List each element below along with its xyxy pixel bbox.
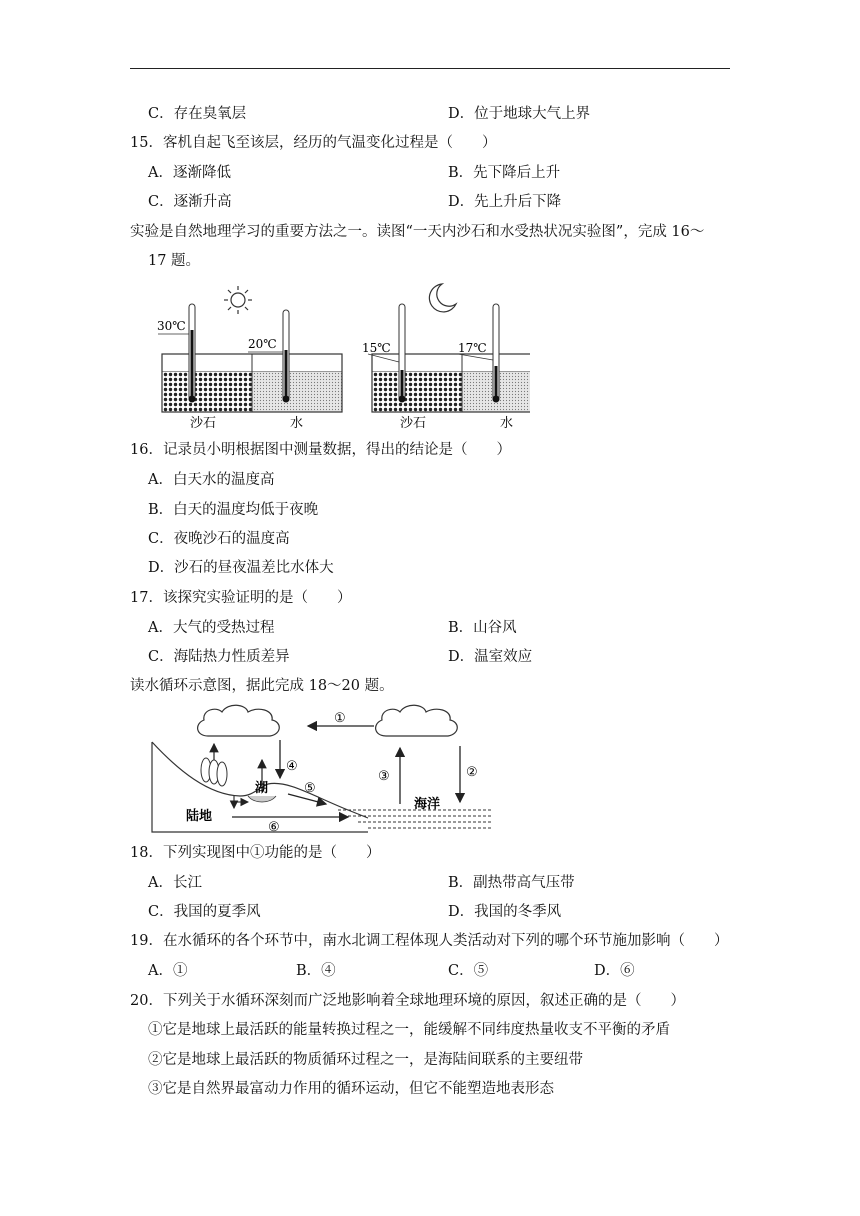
label-n5: ⑤ [304, 781, 316, 796]
q19-stem: 19．在水循环的各个环节中，南水北调工程体现人类活动对下列的哪个环节施加影响（ ） [130, 933, 729, 949]
q18-option-a: A．长江 [148, 875, 202, 891]
q19-option-c: C．⑤ [448, 963, 489, 979]
sun-icon [224, 286, 252, 314]
q19-option-b: B．④ [296, 963, 336, 979]
day-sand-label: 沙石 [190, 416, 217, 431]
day-water-label: 水 [290, 416, 304, 431]
q17-option-d: D．温室效应 [448, 649, 533, 665]
night-water-temp: 17℃ [458, 341, 487, 355]
ocean-lines [338, 810, 493, 828]
day-water-temp: 20℃ [248, 337, 277, 351]
q18-option-c: C．我国的夏季风 [148, 904, 261, 920]
q14-option-d: D．位于地球大气上界 [448, 106, 591, 122]
label-n4: ④ [286, 759, 298, 774]
q16-option-c: C．夜晚沙石的温度高 [148, 531, 290, 547]
label-n2: ② [466, 765, 478, 780]
water-fill [252, 372, 342, 412]
cloud-icon [198, 705, 280, 736]
q16-stem: 16．记录员小明根据图中测量数据，得出的结论是（ ） [130, 442, 511, 458]
label-ocean: 海洋 [414, 797, 441, 812]
q18-stem: 18．下列实现图中①功能的是（ ） [130, 845, 381, 861]
q17-option-b: B．山谷风 [448, 620, 517, 636]
night-sand-label: 沙石 [400, 416, 427, 431]
q16-option-a: A．白天水的温度高 [148, 472, 275, 488]
q20-stem: 20．下列关于水循环深刻而广泛地影响着全球地理环境的原因，叙述正确的是（ ） [130, 993, 685, 1009]
lake-shape [248, 796, 276, 802]
q20-statement-3: ③它是自然界最富动力作用的循环运动，但它不能塑造地表形态 [148, 1081, 554, 1097]
label-n6: ⑥ [268, 820, 280, 835]
thermometer-icon [283, 310, 290, 403]
q15-option-c: C．逐渐升高 [148, 194, 232, 210]
intro-18-20: 读水循环示意图，据此完成 18～20 题。 [130, 678, 394, 694]
night-sand-temp: 15℃ [362, 341, 391, 355]
label-n3: ③ [378, 769, 390, 784]
water-cycle-figure [148, 700, 496, 836]
tree-icon [201, 758, 227, 786]
q17-stem: 17．该探究实验证明的是（ ） [130, 590, 352, 606]
q19-option-a: A．① [148, 963, 188, 979]
land-slope [152, 742, 368, 818]
q15-option-d: D．先上升后下降 [448, 194, 562, 210]
sand-fill [162, 372, 252, 412]
thermometer-icon [189, 304, 196, 403]
q14-option-c: C．存在臭氧层 [148, 106, 247, 122]
label-lake: 湖 [255, 781, 269, 796]
q18-option-d: D．我国的冬季风 [448, 904, 562, 920]
q15-option-b: B．先下降后上升 [448, 165, 561, 181]
q15-option-a: A．逐渐降低 [148, 165, 231, 181]
q19-option-d: D．⑥ [594, 963, 635, 979]
night-water-label: 水 [500, 416, 514, 431]
label-n1: ① [334, 711, 346, 726]
q16-option-d: D．沙石的昼夜温差比水体大 [148, 560, 334, 576]
experiment-figure [148, 282, 530, 432]
moon-icon [429, 284, 456, 312]
q18-option-b: B．副热带高气压带 [448, 875, 575, 891]
day-sand-temp: 30℃ [157, 319, 186, 333]
intro-16-17-line2: 17 题。 [148, 253, 201, 269]
q16-option-b: B．白天的温度均低于夜晚 [148, 502, 319, 518]
q15-stem: 15．客机自起飞至该层，经历的气温变化过程是（ ） [130, 135, 497, 151]
label-land: 陆地 [186, 809, 213, 824]
thermometer-icon [493, 304, 500, 403]
q20-statement-1: ①它是地球上最活跃的能量转换过程之一，能缓解不同纬度热量收支不平衡的矛盾 [148, 1022, 670, 1038]
intro-16-17-line1: 实验是自然地理学习的重要方法之一。读图“一天内沙石和水受热状况实验图”，完成 16～ [130, 224, 705, 240]
cloud-icon [376, 705, 458, 736]
sand-fill [372, 372, 462, 412]
day-panel [157, 286, 342, 431]
q17-option-c: C．海陆热力性质差异 [148, 649, 290, 665]
q20-statement-2: ②它是地球上最活跃的物质循环过程之一，是海陆间联系的主要纽带 [148, 1052, 583, 1068]
q17-option-a: A．大气的受热过程 [148, 620, 275, 636]
header-rule [130, 68, 730, 69]
thermometer-icon [399, 304, 406, 403]
night-panel [362, 284, 530, 431]
